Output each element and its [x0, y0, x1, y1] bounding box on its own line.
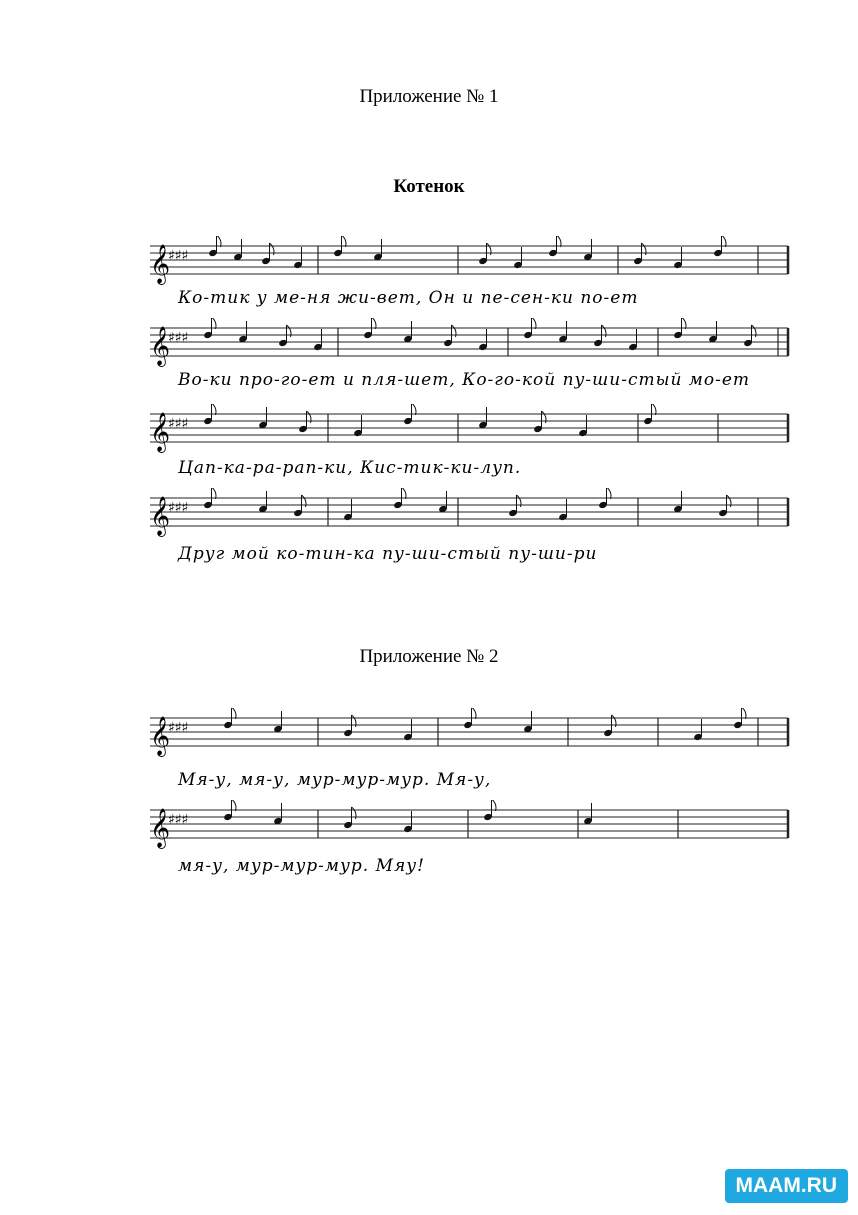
lyric-line-2: Во-ки про-го-ет и пля-шет, Ко-го-кой пу-ши-стый мо-ет [178, 370, 751, 390]
svg-text:𝄞: 𝄞 [150, 326, 171, 366]
appendix-1-label: Приложение № 1 [359, 86, 499, 107]
lyric-line-3: Цап-ка-ра-рап-ки, Кис-тик-ки-луп. [178, 458, 522, 478]
staff-6-svg [138, 800, 798, 850]
svg-text:♯♯♯: ♯♯♯ [168, 812, 189, 828]
appendix-2-label: Приложение № 2 [359, 646, 499, 667]
lyric-line-5: Мя-у, мя-у, мур-мур-мур. Мя-у, [178, 770, 492, 790]
svg-text:𝄞: 𝄞 [150, 496, 171, 536]
staff-1-svg [138, 236, 798, 286]
staff-2-svg [138, 318, 798, 368]
svg-text:♯♯♯: ♯♯♯ [168, 330, 189, 346]
svg-text:♯♯♯: ♯♯♯ [168, 416, 189, 432]
svg-text:𝄞: 𝄞 [150, 412, 171, 452]
svg-text:♯♯♯: ♯♯♯ [168, 248, 189, 264]
staff-4-svg [138, 488, 798, 538]
lyric-line-6: мя-у, мур-мур-мур. Мяу! [178, 856, 425, 876]
svg-text:𝄞: 𝄞 [150, 808, 171, 848]
lyric-line-4: Друг мой ко-тин-ка пу-ши-стый пу-ши-ри [178, 544, 598, 564]
svg-text:♯♯♯: ♯♯♯ [168, 500, 189, 516]
svg-text:𝄞: 𝄞 [150, 244, 171, 284]
svg-text:𝄞: 𝄞 [150, 716, 171, 756]
song-title: Котенок [393, 176, 465, 197]
lyric-line-1: Ко-тик у ме-ня жи-вет, Он и пе-сен-ки по-ет [178, 288, 639, 308]
watermark-logo[interactable]: MAAM.RU [725, 1169, 848, 1203]
svg-text:♯♯♯: ♯♯♯ [168, 720, 189, 736]
staff-5-svg [138, 708, 798, 758]
staff-3-svg [138, 404, 798, 454]
